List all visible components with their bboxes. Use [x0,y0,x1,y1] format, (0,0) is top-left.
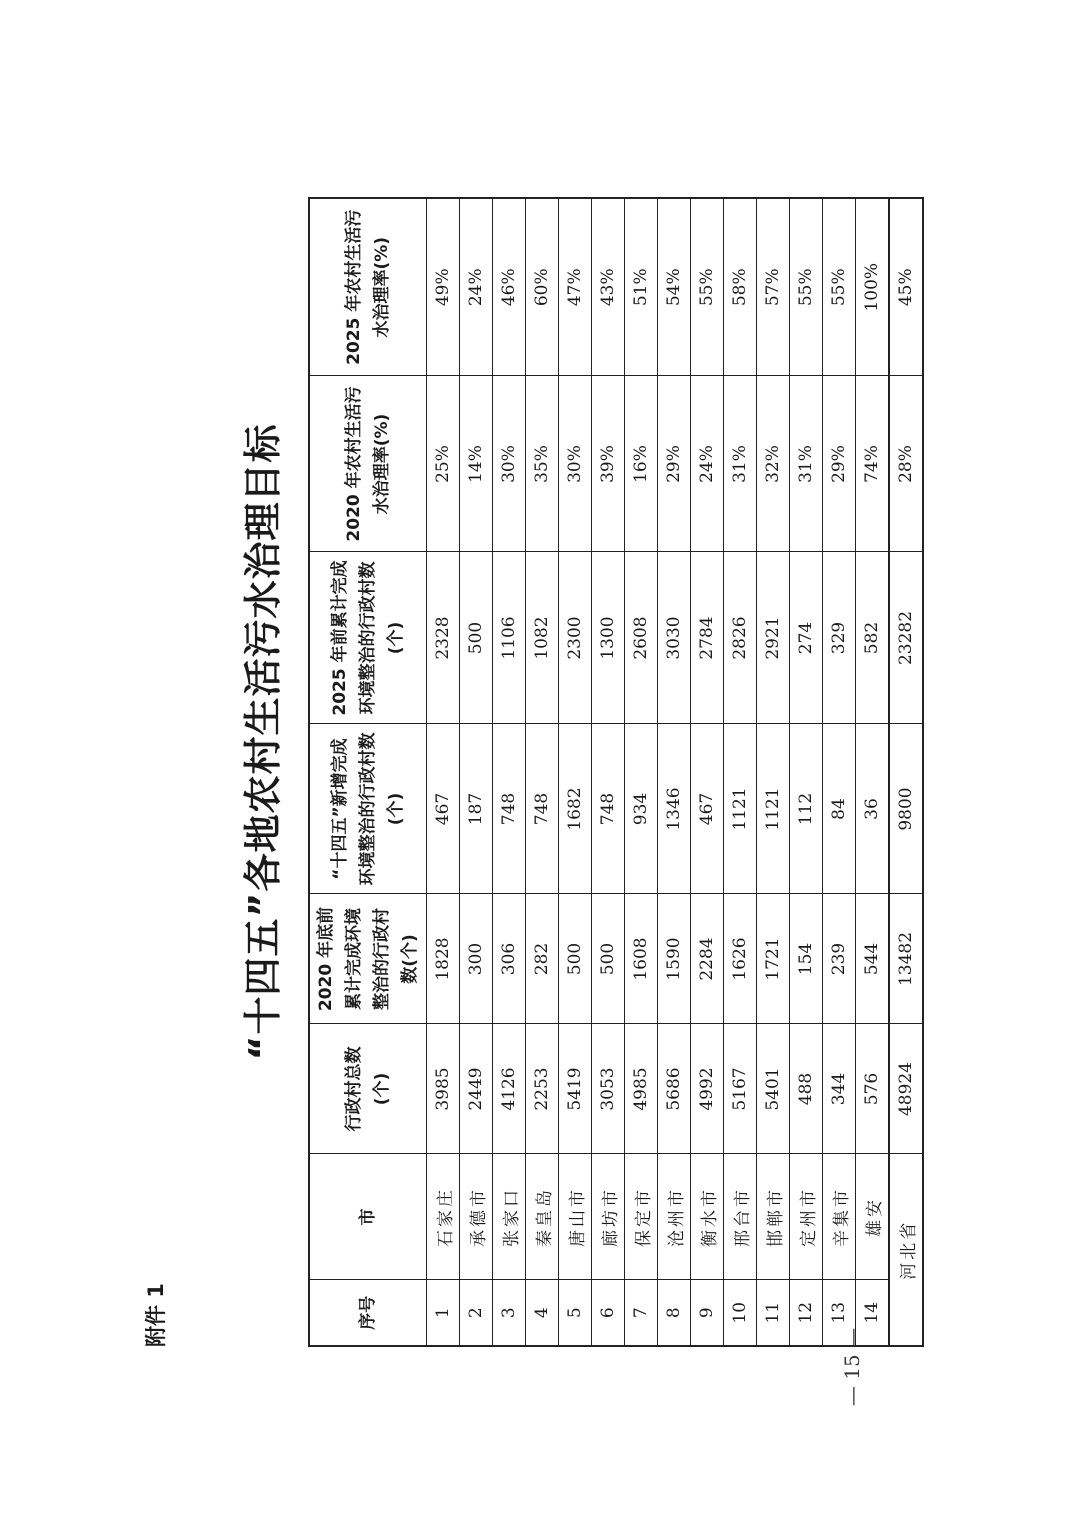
cell-new145: 467 [427,724,460,894]
cell-rate2025: 51% [625,198,658,376]
cell-seq: 10 [724,1280,757,1346]
cell-total: 576 [856,1024,890,1154]
cell-rate2025: 46% [493,198,526,376]
cell-total: 2449 [460,1024,493,1154]
cell-rate2020: 24% [691,376,724,552]
table-row [856,198,890,1346]
cell-new145: 1121 [724,724,757,894]
cell-rate2025: 54% [658,198,691,376]
header-total: 行政村总数(个) [309,1024,427,1154]
cell-total: 2253 [526,1024,559,1154]
cell-seq: 12 [790,1280,823,1346]
cell-city: 雄安 [856,1154,890,1280]
header-row [309,198,427,1346]
cell-cum2025: 2784 [691,552,724,724]
cell-total: 4985 [625,1024,658,1154]
table-row [526,198,559,1346]
cell-cum2025: 1082 [526,552,559,724]
cell-total: 4126 [493,1024,526,1154]
header-rate2020: 2020 年农村生活污水治理率(%) [309,376,427,552]
cell-new145: 36 [856,724,890,894]
cell-cum2025: 500 [460,552,493,724]
cell-rate2020: 35% [526,376,559,552]
cell-cum2025: 2608 [625,552,658,724]
cell-new145: 187 [460,724,493,894]
cell-seq: 5 [559,1280,592,1346]
cell-seq: 4 [526,1280,559,1346]
cell-cum2025: 2826 [724,552,757,724]
cell-rate2025: 57% [757,198,790,376]
cell-rate2025: 100% [856,198,890,376]
cell-city: 邢台市 [724,1154,757,1280]
cell-city: 保定市 [625,1154,658,1280]
cell-rate2020: 31% [724,376,757,552]
cell-rate2020: 32% [757,376,790,552]
cell-rate2025: 55% [691,198,724,376]
total-cell-rate2025: 45% [889,198,923,376]
cell-rate2020: 30% [493,376,526,552]
cell-rate2025: 55% [823,198,856,376]
table-row [592,198,625,1346]
cell-new145: 84 [823,724,856,894]
cell-city: 张家口 [493,1154,526,1280]
header-cum2020: 2020 年底前累计完成环境整治的行政村数(个) [309,894,427,1024]
cell-rate2025: 55% [790,198,823,376]
cell-new145: 934 [625,724,658,894]
table-row [559,198,592,1346]
cell-seq: 14 [856,1280,890,1346]
cell-cum2020: 239 [823,894,856,1024]
table-row [823,198,856,1346]
cell-new145: 1121 [757,724,790,894]
cell-rate2020: 29% [658,376,691,552]
cell-cum2025: 2921 [757,552,790,724]
cell-cum2020: 500 [592,894,625,1024]
table-row [658,198,691,1346]
cell-city: 唐山市 [559,1154,592,1280]
header-rate2025: 2025 年农村生活污水治理率(%) [309,198,427,376]
total-label: 河北省 [889,1154,923,1346]
cell-total: 4992 [691,1024,724,1154]
cell-rate2025: 47% [559,198,592,376]
total-cell-rate2020: 28% [889,376,923,552]
cell-cum2020: 2284 [691,894,724,1024]
cell-cum2020: 300 [460,894,493,1024]
cell-rate2025: 43% [592,198,625,376]
attachment-label: 附件 1 [144,1283,168,1347]
cell-rate2020: 29% [823,376,856,552]
cell-seq: 8 [658,1280,691,1346]
table-row [724,198,757,1346]
cell-city: 定州市 [790,1154,823,1280]
header-new145: “十四五”新增完成环境整治的行政村数(个) [309,724,427,894]
cell-rate2020: 25% [427,376,460,552]
cell-seq: 9 [691,1280,724,1346]
cell-new145: 1346 [658,724,691,894]
table-row [493,198,526,1346]
cell-city: 邯郸市 [757,1154,790,1280]
cell-rate2025: 24% [460,198,493,376]
cell-total: 3053 [592,1024,625,1154]
cell-cum2025: 1106 [493,552,526,724]
cell-rate2025: 49% [427,198,460,376]
cell-city: 衡水市 [691,1154,724,1280]
cell-total: 5167 [724,1024,757,1154]
total-row [889,198,923,1346]
cell-new145: 748 [526,724,559,894]
cell-cum2025: 3030 [658,552,691,724]
cell-cum2025: 582 [856,552,890,724]
cell-rate2020: 30% [559,376,592,552]
total-cell-new145: 9800 [889,724,923,894]
table-body [427,198,924,1346]
cell-cum2025: 2300 [559,552,592,724]
cell-rate2020: 74% [856,376,890,552]
targets-table [308,197,924,1347]
cell-seq: 6 [592,1280,625,1346]
cell-new145: 748 [493,724,526,894]
table-row [625,198,658,1346]
cell-rate2020: 16% [625,376,658,552]
cell-new145: 112 [790,724,823,894]
cell-seq: 1 [427,1280,460,1346]
page-number: — 15 — [840,1327,864,1407]
cell-cum2020: 1721 [757,894,790,1024]
cell-seq: 11 [757,1280,790,1346]
cell-rate2020: 39% [592,376,625,552]
cell-city: 秦皇岛 [526,1154,559,1280]
cell-city: 石家庄 [427,1154,460,1280]
cell-cum2020: 282 [526,894,559,1024]
cell-cum2020: 500 [559,894,592,1024]
cell-new145: 467 [691,724,724,894]
header-seq: 序号 [309,1280,427,1346]
cell-cum2020: 1828 [427,894,460,1024]
cell-cum2020: 154 [790,894,823,1024]
cell-city: 承德市 [460,1154,493,1280]
cell-cum2025: 2328 [427,552,460,724]
table-row [790,198,823,1346]
cell-total: 344 [823,1024,856,1154]
cell-cum2025: 1300 [592,552,625,724]
document-title: “十四五”各地农村生活污水治理目标 [241,423,285,1061]
cell-total: 5419 [559,1024,592,1154]
table-row [757,198,790,1346]
cell-seq: 7 [625,1280,658,1346]
cell-total: 5686 [658,1024,691,1154]
cell-seq: 2 [460,1280,493,1346]
cell-seq: 13 [823,1280,856,1346]
cell-total: 5401 [757,1024,790,1154]
total-cell-total: 48924 [889,1024,923,1154]
cell-new145: 1682 [559,724,592,894]
table-row [460,198,493,1346]
cell-seq: 3 [493,1280,526,1346]
cell-cum2020: 1590 [658,894,691,1024]
cell-total: 3985 [427,1024,460,1154]
cell-cum2020: 544 [856,894,890,1024]
cell-city: 沧州市 [658,1154,691,1280]
cell-new145: 748 [592,724,625,894]
table-container [308,197,924,1347]
cell-rate2020: 14% [460,376,493,552]
cell-rate2025: 58% [724,198,757,376]
cell-city: 辛集市 [823,1154,856,1280]
cell-cum2020: 1626 [724,894,757,1024]
header-city: 市 [309,1154,427,1280]
cell-cum2025: 329 [823,552,856,724]
cell-cum2020: 1608 [625,894,658,1024]
cell-rate2020: 31% [790,376,823,552]
total-cell-cum2020: 13482 [889,894,923,1024]
cell-city: 廊坊市 [592,1154,625,1280]
table-row [427,198,460,1346]
cell-cum2025: 274 [790,552,823,724]
cell-rate2025: 60% [526,198,559,376]
table-row [691,198,724,1346]
total-cell-cum2025: 23282 [889,552,923,724]
cell-cum2020: 306 [493,894,526,1024]
header-cum2025: 2025 年前累计完成环境整治的行政村数(个) [309,552,427,724]
cell-total: 488 [790,1024,823,1154]
